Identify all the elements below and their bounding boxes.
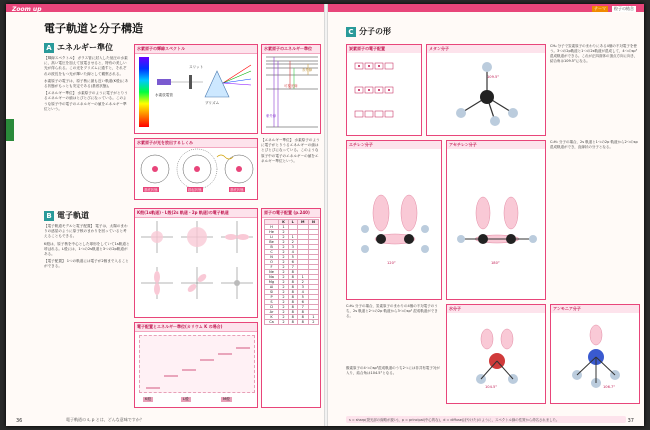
spectrum-panel <box>134 44 258 134</box>
energy-grid <box>139 335 255 393</box>
element-symbol: P <box>265 295 279 300</box>
acetylene-angle: 180° <box>491 261 500 265</box>
electron-count: 2 <box>279 285 289 290</box>
electron-count: 2 <box>279 255 289 260</box>
running-head: 粒子の結合 <box>614 6 634 11</box>
energy-levels-panel <box>134 322 258 408</box>
element-symbol: F <box>265 265 279 270</box>
electron-count: 2 <box>279 280 289 285</box>
electron-count: 8 <box>288 270 297 275</box>
electron-count: 1 <box>279 225 289 230</box>
element-symbol: K <box>265 315 279 320</box>
electron-count: 2 <box>279 320 289 325</box>
section-c-header <box>346 26 391 37</box>
electron-count: 8 <box>297 310 308 315</box>
electron-count: 8 <box>288 315 297 320</box>
text-a-paragraph: 【エネルギー準位】 水素原子のように電子がとりうるエネルギーの値はとびとびになっている。このような原子中の電子のエネルギーの値をエネルギー準位という。 <box>44 91 128 111</box>
electron-count: 6 <box>297 300 308 305</box>
carbon-config-panel <box>346 44 422 136</box>
acetylene-text: C₂H₂ 分子の場合，2s 軌道と1つの2p 軌道から2つのsp 混成軌道ができ，直線状の分子となる。 <box>550 140 638 149</box>
panel-title: アンモニア分子 <box>551 305 639 313</box>
book-spread <box>6 4 644 426</box>
element-symbol: Al <box>265 285 279 290</box>
panel-title: メタン分子 <box>427 45 545 53</box>
electron-count: 8 <box>288 295 297 300</box>
energy-panel <box>261 44 321 134</box>
element-symbol: He <box>265 230 279 235</box>
table-header: K <box>279 220 289 225</box>
ammonia-angle: 106.7° <box>603 385 616 389</box>
config-ref: (p.240) <box>293 210 310 215</box>
electron-count: 2 <box>279 245 289 250</box>
section-b-header <box>44 210 89 221</box>
element-symbol: S <box>265 300 279 305</box>
electron-count: 2 <box>297 280 308 285</box>
panel-title: 電子配置とエネルギー準位(カリウム K の場合) <box>135 323 257 332</box>
electron-count: 2 <box>279 265 289 270</box>
prism-label: プリズム <box>205 101 220 105</box>
element-symbol: Na <box>265 275 279 280</box>
config-panel <box>261 208 321 408</box>
electron-count: 2 <box>308 320 318 325</box>
electron-count: 8 <box>297 315 308 320</box>
page-number-right: 37 <box>627 418 634 424</box>
electron-count: 2 <box>279 270 289 275</box>
page-title: 電子軌道と分子構造 <box>44 22 143 35</box>
energy-level-diagram <box>264 53 320 133</box>
section-c-title: 分子の形 <box>359 27 391 36</box>
electron-count: 8 <box>288 275 297 280</box>
electron-count: 4 <box>297 290 308 295</box>
electron-count: 2 <box>279 260 289 265</box>
ethylene-model <box>351 153 439 297</box>
electron-count: 8 <box>288 280 297 285</box>
m-shell-label: M殻 <box>223 397 230 401</box>
panel-title: K殻(1s軌道)・L殻(2s 軌道・2p 軌道)の電子軌道 <box>135 209 257 218</box>
table-header: L <box>288 220 297 225</box>
section-a-text <box>44 56 130 206</box>
table-header: M <box>297 220 308 225</box>
ammonia-model <box>555 317 637 401</box>
ammonia-panel <box>550 304 640 404</box>
element-symbol: C <box>265 250 279 255</box>
footnote: s = sharp(発光部の線路が鋭い)，p = principal(中心的な)，d = diffuse(ぼやけた)のように，スペクトル線の性質から命名されました。 <box>346 416 626 423</box>
ethylene-text: C₂H₄ 分子の場合，炭素原子のまわりの4個の不対電子のうち，2s 軌道と2つの2p 軌道から3つのsp² 混成軌道ができる。 <box>346 304 438 318</box>
section-a-title: エネルギー準位 <box>57 43 113 52</box>
text-b-paragraph: 【電子配置】 1つの軌道には電子が2個まで入ることができる。 <box>44 259 129 269</box>
methane-model <box>431 57 543 133</box>
electron-count: 8 <box>288 300 297 305</box>
electron-count: 2 <box>288 240 297 245</box>
electron-count: 6 <box>288 260 297 265</box>
electron-count: 8 <box>288 285 297 290</box>
ground-state-label-2: 基底状態 <box>230 188 244 192</box>
energy-level-bars <box>140 336 256 394</box>
section-b-text <box>44 224 130 409</box>
electron-count: 3 <box>297 285 308 290</box>
k-shell-label: K殻 <box>145 397 151 401</box>
electron-count: 1 <box>297 275 308 280</box>
tube-label: 水素放電管 <box>155 93 173 97</box>
carbon-orbital-boxes <box>351 57 419 133</box>
electron-config-table <box>264 219 319 325</box>
config-title: 原子の電子配置 <box>264 210 292 215</box>
electron-count: 7 <box>288 265 297 270</box>
element-symbol: N <box>265 255 279 260</box>
element-symbol: Mg <box>265 280 279 285</box>
acetylene-model <box>451 153 543 297</box>
panel-title: 水素原子の輝線スペクトル <box>135 45 257 54</box>
ir-label: 赤外線 <box>302 68 313 72</box>
electron-count: 2 <box>279 230 289 235</box>
spectrum-bar <box>139 57 149 127</box>
panel-title: 炭素原子の電子配置 <box>347 45 421 53</box>
section-a-note <box>261 138 321 200</box>
l-shell-label: L殻 <box>183 397 189 401</box>
electron-count: 5 <box>288 255 297 260</box>
electron-count: 2 <box>279 315 289 320</box>
element-symbol: Ar <box>265 310 279 315</box>
water-angle: 104.5° <box>485 385 498 389</box>
section-a-badge: A <box>44 43 54 53</box>
water-text: 酸素原子の4つのsp³混成軌道のうち2つには非共有電子対が入り，結合角は104.5°となる。 <box>346 366 440 375</box>
ethylene-panel <box>346 140 442 300</box>
element-symbol: Ne <box>265 270 279 275</box>
footer-question: 電子軌道の s, p とは，どんな意味ですか？ <box>66 417 144 422</box>
table-row <box>265 320 319 325</box>
electron-count: 8 <box>288 290 297 295</box>
section-a-header <box>44 42 113 53</box>
element-symbol: H <box>265 225 279 230</box>
note-paragraph: 【エネルギー準位】 水素原子のように電子がとりうるエネルギーの値はとびとびになっている。このような原子中の電子のエネルギーの値をエネルギー準位という。 <box>261 138 320 163</box>
electron-count: 2 <box>279 275 289 280</box>
electron-count: 8 <box>288 310 297 315</box>
text-b-paragraph: K殻は，原子核を中心とした球形をしていて1s軌道と呼ばれる。L殻には，1つの2s軌道と3つの2p軌道がある。 <box>44 241 130 257</box>
electron-count: 4 <box>288 250 297 255</box>
electron-count: 8 <box>288 305 297 310</box>
methane-panel <box>426 44 546 136</box>
text-b-paragraph: 【電子軌道モデルと電子配置】 電子は，太陽のまわりの惑星のように原子核のまわりを回っていると考えることもできる。 <box>44 224 128 239</box>
orbitals-panel <box>134 208 258 318</box>
panel-title <box>262 209 320 218</box>
panel-title: 水素原子が光を放出するしくみ <box>135 139 257 148</box>
electron-count: 2 <box>279 300 289 305</box>
element-symbol: O <box>265 260 279 265</box>
acetylene-panel <box>446 140 546 300</box>
electron-count: 5 <box>297 295 308 300</box>
table-header: N <box>308 220 318 225</box>
electron-count: 7 <box>297 305 308 310</box>
text-a-paragraph: 水素原子の電子は，原子核に最も近い軌道(K殻)にある状態がもっとも安定である(基底状態)。 <box>44 78 129 89</box>
element-symbol: Si <box>265 290 279 295</box>
electron-count: 1 <box>288 235 297 240</box>
element-symbol: Cl <box>265 305 279 310</box>
text-a-paragraph: 【輝線スペクトル】 ガラス管に封入した低圧の水素に，高い電圧を加えて放電させると，特有の美しい光が得られる。この光をプリズムに通すと，それぞれの波長をもつ光が輝いた線として観察される。 <box>44 56 128 76</box>
element-symbol: Ca <box>265 320 279 325</box>
visible-label: 可視光線 <box>284 84 298 88</box>
electron-count: 2 <box>279 250 289 255</box>
chapter-side-tab <box>6 119 14 141</box>
top-band <box>6 4 324 12</box>
excited-state-label: 励起状態 <box>188 188 202 192</box>
electron-count: 2 <box>279 240 289 245</box>
section-c-badge: C <box>346 27 356 37</box>
electron-count: 2 <box>279 235 289 240</box>
methane-angle: 109.5° <box>487 75 500 79</box>
methane-text: CH₄ 分子で炭素原子のまわりにある4個の不対電子を使う。3つの2p軌道と1つの2s軌道が混成して，4つのsp³混成軌道ができる。これが正四面体の頂点方向に向き，結合角は109.5°になる。 <box>550 44 638 63</box>
element-symbol: Li <box>265 235 279 240</box>
left-page <box>6 4 324 426</box>
orbital-diagrams <box>137 217 257 315</box>
page-number-left: 36 <box>16 418 23 424</box>
ethylene-angle: 120° <box>387 261 396 265</box>
runhead-tag: テーマ <box>594 6 606 11</box>
panel-title: アセチレン分子 <box>447 141 545 149</box>
electron-count: 2 <box>279 310 289 315</box>
emission-panel <box>134 138 258 200</box>
uv-label: 紫外線 <box>266 114 277 118</box>
electron-count: 3 <box>288 245 297 250</box>
ground-state-label: 基底状態 <box>144 188 158 192</box>
panel-title: 水分子 <box>447 305 545 313</box>
section-b-title: 電子軌道 <box>57 211 89 220</box>
element-symbol: Be <box>265 240 279 245</box>
electron-count: 8 <box>288 320 297 325</box>
right-page <box>328 4 644 426</box>
water-panel <box>446 304 546 404</box>
panel-title: エチレン分子 <box>347 141 441 149</box>
section-b-badge: B <box>44 211 54 221</box>
element-symbol: B <box>265 245 279 250</box>
electron-count: 2 <box>279 305 289 310</box>
electron-count: 2 <box>279 295 289 300</box>
electron-count: 2 <box>279 290 289 295</box>
electron-count: 8 <box>297 320 308 325</box>
zoom-up-label: Zoom up <box>12 6 42 13</box>
electron-count: 1 <box>308 315 318 320</box>
panel-title: 水素原子のエネルギー準位 <box>262 45 320 54</box>
slit-label: スリット <box>189 65 204 69</box>
